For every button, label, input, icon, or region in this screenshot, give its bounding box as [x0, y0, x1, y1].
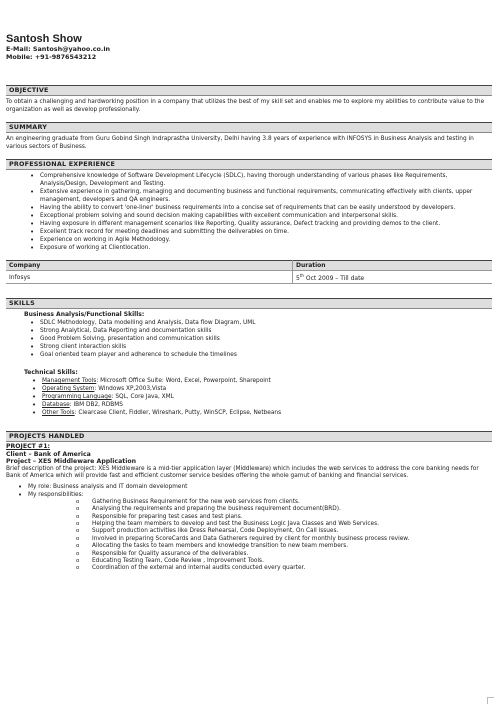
list-item: • Excellent track record for meeting deadlines and submitting the deliverables on time.	[40, 228, 492, 236]
duration-day: 5	[296, 275, 300, 282]
list-item: o Involved in preparing ScoreCards and Data Gatherers required by client for monthly business process review.	[92, 536, 492, 543]
list-item: o Educating Testing Team, Code Review , Improvement Tools.	[92, 558, 492, 565]
list-item: o Allocating the tasks to team members and knowledge transition to new team members.	[92, 543, 492, 550]
project-client: Client – Bank of America	[6, 450, 91, 458]
company-table	[6, 260, 492, 284]
candidate-name: Santosh Show	[6, 33, 82, 45]
list-item: • My role: Business analysis and IT domain development	[28, 483, 492, 491]
list-item	[42, 385, 492, 393]
list-item: • Extensive experience in gathering, managing and documenting business and functional requirements, communicating effectively with clients, upper management, developers and QA engineers.	[40, 188, 492, 204]
skills-heading: SKILLS	[6, 298, 492, 309]
list-item: o Gathering Business Requirement for the new web services from clients.	[92, 499, 492, 506]
summary-heading: SUMMARY	[6, 122, 492, 133]
list-item: • Exceptional problem solving and sound decision making capabilities with excellent communication and interpersonal skills.	[40, 212, 492, 220]
skill-label: Other Tools	[42, 410, 75, 416]
page-corner-mark	[487, 697, 494, 704]
duration-column-header: Duration	[293, 261, 493, 271]
list-item: o Support production activities like Dress Rehearsal, Code Deployment, On Call issues.	[92, 528, 492, 535]
list-item: • Strong client interaction skills	[40, 343, 492, 351]
email-line: E-Mail: Santosh@yahoo.co.in	[6, 45, 111, 53]
list-item: • Having the ability to convert 'one-liner' business requirements into a concise set of requirements that can be easily understood by developers.	[40, 204, 492, 212]
experience-list	[6, 172, 492, 252]
skill-value: : Clearcase Client, Fiddler, Wireshark, Putty, WinSCP, Eclipse, Netbeans	[74, 410, 282, 416]
skill-value: : SQL, Core Java, XML	[111, 394, 174, 400]
duration-suffix: th	[299, 273, 304, 278]
list-item: • Strong Analytical, Data Reporting and documentation skills	[40, 327, 492, 335]
skill-label: Management Tools	[42, 378, 97, 384]
list-item	[42, 401, 492, 409]
tech-skills-list	[6, 377, 492, 417]
list-item	[42, 377, 492, 385]
list-item: o Helping the team members to develop and test the Business Logic Java Classes and Web Services.	[92, 521, 492, 528]
project-role-list	[6, 483, 492, 499]
project-description: Brief description of the project: XES Middleware is a mid-tier application layer (Middleware) which includes the web services to address the core banking needs for Bank of America which will provide fast and efficient customer service besides offering the whole gamut of banking and financial services.	[6, 465, 479, 480]
duration-cell	[293, 271, 493, 284]
list-item: o Responsible for Quality assurance of the deliverables.	[92, 551, 492, 558]
objective-heading: OBJECTIVE	[6, 85, 492, 96]
ba-skills-list	[6, 319, 492, 359]
experience-heading: PROFESSIONAL EXPERIENCE	[6, 159, 492, 170]
projects-heading: PROJECTS HANDLED	[6, 431, 492, 442]
company-cell: Infosys	[6, 271, 293, 284]
list-item: • Having exposure in different management scenarios like Reporting, Quality assurance, Defect tracking and providing demos to the client.	[40, 220, 492, 228]
summary-text: An engineering graduate from Guru Gobind Singh Indraprastha University, Delhi having 3.8 years of experience with INFOSYS in Business Analysis and testing in various sectors of Business.	[6, 136, 474, 150]
list-item: • Comprehensive knowledge of Software Development Lifecycle (SDLC), having thorough understanding of various phases like Requirements, Analysis/Design, Development and Testing.	[40, 172, 492, 188]
skill-value: : Windows XP,2003,Vista	[94, 386, 167, 392]
skill-label: Database	[42, 402, 70, 408]
duration-rest: Oct 2009 – Till date	[303, 275, 365, 282]
company-column-header: Company	[6, 261, 293, 271]
ba-skills-title: Business Analysis/Functional Skills:	[24, 311, 145, 318]
skill-label: Operating System	[42, 386, 95, 392]
responsibilities-list	[6, 499, 492, 573]
list-item: o Analysing the requirements and preparing the business requirement document(BRD).	[92, 506, 492, 513]
list-item: • My responsibilities:	[28, 491, 492, 499]
project-name: Project – XES Middleware Application	[6, 458, 137, 465]
skill-value: : Microsoft Office Suite: Word, Excel, Powerpoint, Sharepoint	[96, 378, 271, 384]
list-item: • SDLC Methodology, Data modelling and Analysis, Data flow Diagram, UML	[40, 319, 492, 327]
list-item: o Coordination of the external and internal audits conducted every quarter.	[92, 565, 492, 572]
list-item: • Exposure of working at Clientlocation.	[40, 244, 492, 252]
mobile-line: Mobile: +91-9876543212	[6, 53, 97, 61]
list-item: • Experience on working in Agile Methodology.	[40, 236, 492, 244]
list-item: • Good Problem Solving, presentation and communication skills	[40, 335, 492, 343]
table-row	[6, 271, 492, 284]
skill-value: : IBM DB2, RDBMS	[69, 402, 123, 408]
objective-text: To obtain a challenging and hardworking position in a company that utilizes the best of my skill set and enables me to explore my abilities to contribute value to the organization as well as develop professionally.	[6, 99, 485, 113]
tech-skills-title: Technical Skills:	[24, 369, 78, 376]
skill-label: Programming Language	[42, 394, 112, 400]
table-header-row	[6, 261, 492, 271]
list-item: • Goal oriented team player and adherence to schedule the timelines	[40, 351, 492, 359]
list-item	[42, 393, 492, 401]
list-item	[42, 409, 492, 417]
list-item: o Responsible for preparing test cases and test plans.	[92, 514, 492, 521]
project-number: PROJECT #1:	[6, 443, 50, 450]
